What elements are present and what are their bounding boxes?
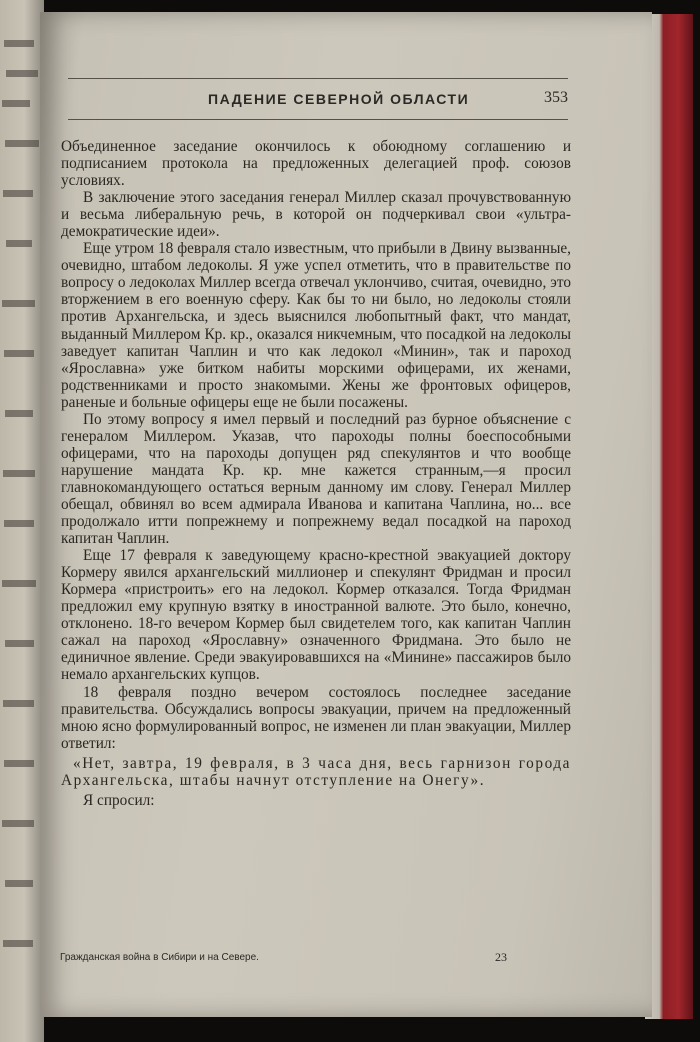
paragraph: По этому вопросу я имел первый и последний раз бурное объяснение с генералом Миллером. Указав, что пароходы полны боеспособными офицерами, что на пароходы допущен ряд спекулянтов и что вообще нарушение мандата Кр. кр. мне кажется странным,—я просил главнокомандующего остаться верным данному им слову. Генерал Миллер обещал, обвинял во всем адмирала Иванова и капитана Чаплина, но... все продолжало итти попрежнему и попрежнему ведал посадкой на пароход капитан Чаплин. [61,410,571,548]
chapter-title: ПАДЕНИЕ СЕВЕРНОЙ ОБЛАСТИ [208,91,470,107]
paragraph: Объединенное заседание окончилось к обоюдному соглашению и подписанием протокола на предложенных делегацией проф. союзов условиях. [61,138,571,190]
paragraph: Я спросил: [83,791,155,809]
previous-page-edge [0,0,44,1042]
signature-mark: 23 [495,950,507,964]
signature-footer [60,952,530,968]
book-page [40,12,652,1017]
paragraph: Еще утром 18 февраля стало известным, что прибыли в Двину вызванные, очевидно, штабом ледоколы. Я уже успел отметить, что в правительстве по вопросу о ледоколах Миллер всегда отвечал уклончиво, считая, очевидно, это вторжением в его военную сферу. Как бы то ни было, но ледоколы стояли против Архангельска, и здесь выяснился любопытный факт, что мандат, выданный Миллером Кр. кр., оказался никчемным, что посадкой на ледоколы заведует капитан Чаплин и что как ледокол «Минин», так и пароход «Ярославна» уже битком набиты морскими офицерами, их женами, родственниками и просто знакомыми. Жены же фронтовых офицеров, раненые и больные офицеры еще не были посажены. [61,240,571,411]
paragraph: 18 февраля поздно вечером состоялось последнее заседание правительства. Обсуждались вопросы эвакуации, причем на предложенный мною ясно формулированный вопрос, не изменен ли план эвакуации, Миллер ответил: [61,683,571,752]
paragraph: В заключение этого заседания генерал Миллер сказал прочувствованную и весьма либеральную речь, в которой он подчеркивал свои «ультра-демократические идеи». [61,189,571,241]
paragraph: Еще 17 февраля к заведующему красно-крестной эвакуацией доктору Кормеру явился архангельский миллионер и спекулянт Фридман и просил Кормера «пристроить» его на ледокол. Кормер отказался. Тогда Фридман предложил ему крупную взятку в иностранной валюте. Это было, конечно, отклонено. 18-го вечером Кормер был свидетелем того, как капитан Чаплин сажал на пароход «Ярославну» означенного Фридмана. Это было не единичное явление. Среди эвакуировавшихся на «Минине» пассажиров было немало архангельских купцов. [61,547,571,684]
page-number: 353 [544,89,568,106]
book-title-footnote: Гражданская война в Сибири и на Севере. [60,952,259,963]
running-header [68,78,568,120]
quotation: «Нет, завтра, 19 февраля, в 3 часа дня, весь гарнизон города Архангельска, штабы начнут отступление на Онегу». [61,754,571,789]
previous-page-text-fragments [0,0,44,1042]
book-cover-edge [645,14,693,1019]
body-text [61,138,571,809]
